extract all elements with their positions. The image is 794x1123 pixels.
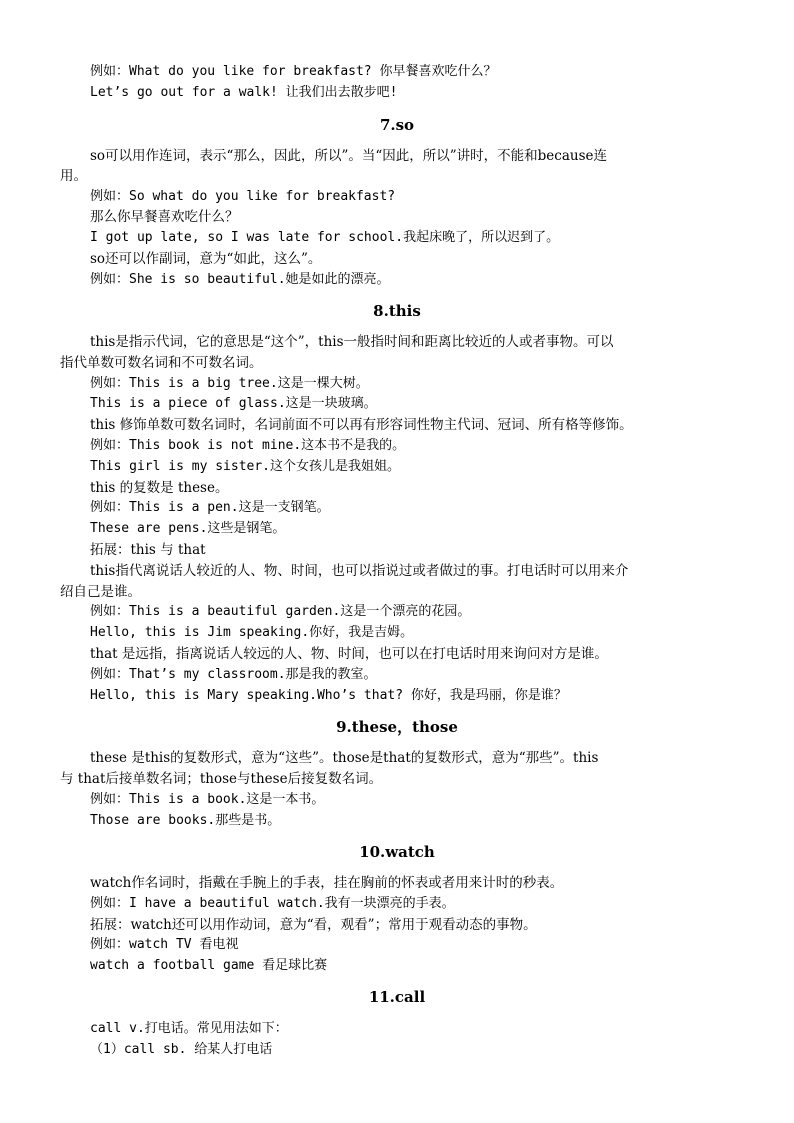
text-line: Hello, this is Mary speaking.Who’s that? 你好，我是玛丽，你是谁？ [90,688,567,703]
text-line: 例如：This is a pen.这是一支钢笔。 [90,500,330,515]
section-heading: 10.watch [359,843,435,861]
text-line: this 的复数是 these。 [90,480,229,496]
text-line: This girl is my sister.这个女孩儿是我姐姐。 [90,459,401,474]
text-line: （1）call sb. 给某人打电话 [90,1042,273,1057]
text-line: 例如：This book is not mine.这本书不是我的。 [90,438,406,453]
text-line: I got up late, so I was late for school.我起床晚了，所以迟到了。 [90,230,560,245]
text-line: so还可以作副词，意为“如此，这么”。 [90,251,322,267]
section-heading: 11.call [368,988,426,1006]
text-line: these 是this的复数形式，意为“这些”。those是that的复数形式，意为“那些”。this [90,750,599,766]
text-line: 例如：This is a book.这是一本书。 [90,792,325,807]
text-line: Hello, this is Jim speaking.你好，我是吉姆。 [90,625,414,640]
text-line: 例如：So what do you like for breakfast? [90,189,396,204]
section-heading: 7.so [379,116,415,134]
text-line: 指代单数可数名词和不可数名词。 [60,355,263,371]
text-line: 例如：What do you like for breakfast? 你早餐喜欢吃什么？ [90,64,497,79]
text-line: These are pens.这些是钢笔。 [90,521,286,536]
text-line: watch作名词时，指戴在手腕上的手表，挂在胸前的怀表或者用来计时的秒表。 [90,875,564,891]
text-line: this指代离说话人较近的人、物、时间，也可以指说过或者做过的事。打电话时可以用来介 [90,563,629,579]
text-line: 绍自己是谁。 [60,584,141,600]
text-line: that 是远指，指离说话人较远的人、物、时间，也可以在打电话时用来询问对方是谁。 [90,646,608,662]
section-heading: 8.this [373,302,421,320]
text-line: 用。 [60,168,87,184]
text-line: This is a piece of glass.这是一块玻璃。 [90,396,377,411]
text-line: Let’s go out for a walk! 让我们出去散步吧! [90,85,398,100]
text-line: 拓展：watch还可以用作动词，意为“看，观看”；常用于观看动态的事物。 [90,917,537,933]
text-line: 例如：She is so beautiful.她是如此的漂亮。 [90,272,390,287]
text-line: 例如：This is a beautiful garden.这是一个漂亮的花园。 [90,604,471,619]
text-line: 例如：I have a beautiful watch.我有一块漂亮的手表。 [90,896,455,911]
text-line: so可以用作连词，表示“那么，因此，所以”。当“因此，所以”讲时，不能和because连 [90,148,608,164]
text-line: Those are books.那些是书。 [90,813,281,828]
text-line: call v.打电话。常见用法如下： [90,1021,288,1036]
text-line: this是指示代词，它的意思是“这个”，this一般指时间和距离比较近的人或者事物。可以 [90,334,614,350]
text-line: 那么你早餐喜欢吃什么？ [90,209,239,225]
text-line: this 修饰单数可数名词时，名词前面不可以再有形容词性物主代词、冠词、所有格等修饰。 [90,417,633,433]
text-line: 例如：That’s my classroom.那是我的教室。 [90,667,377,682]
text-line: watch a football game 看足球比赛 [90,958,328,973]
text-line: 与 that后接单数名词；those与these后接复数名词。 [60,771,383,787]
section-heading: 9.these，those [336,718,458,736]
text-line: 拓展：this 与 that [90,542,206,558]
text-line: 例如：This is a big tree.这是一棵大树。 [90,376,369,391]
text-line: 例如：watch TV 看电视 [90,937,239,952]
